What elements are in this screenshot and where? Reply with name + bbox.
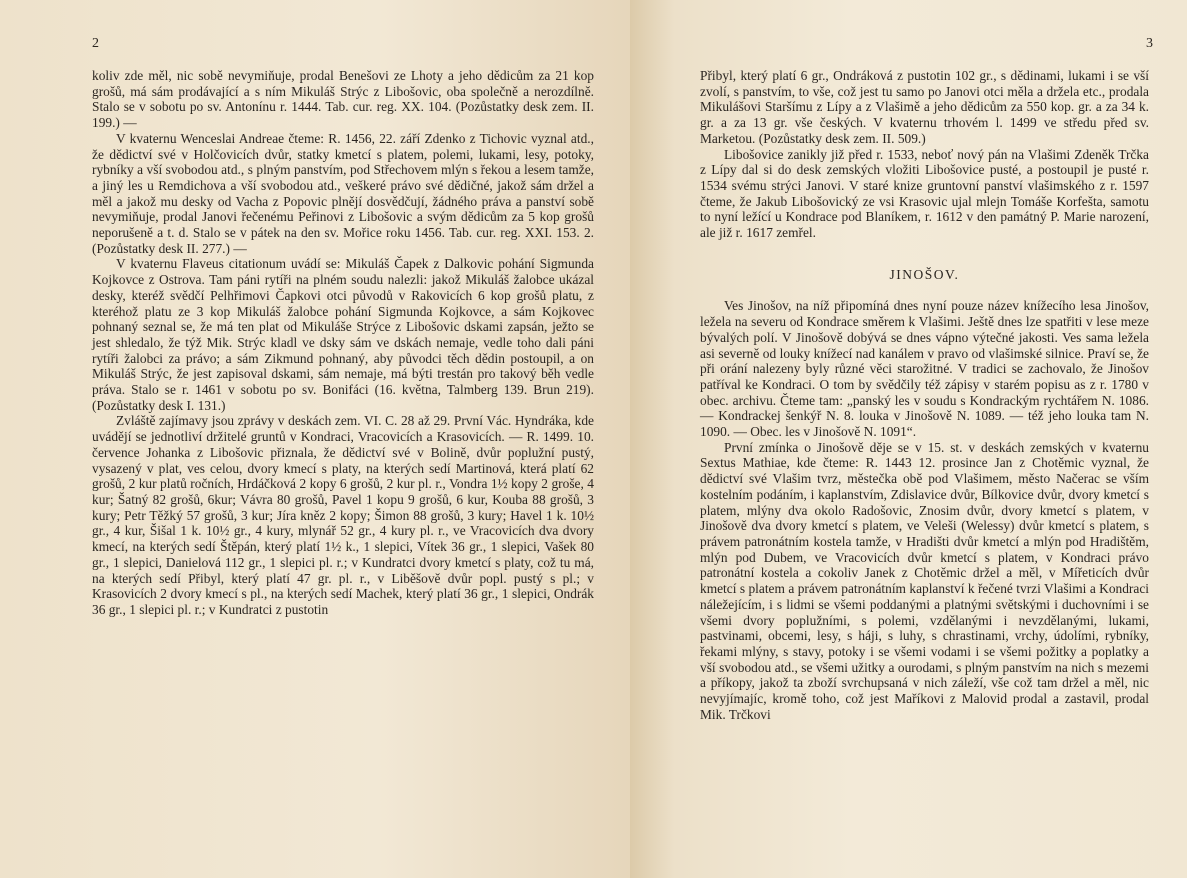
paragraph: koliv zde měl, nic sobě nevymiňuje, prodal Benešovi ze Lhoty a jeho dědicům za 21 kop grošů, má sám prodávající a s ním Mikuláš Strýc z Libošovic, oba společně a nerozdílně. Stalo se v sobotu po sv. Antonínu r. 1444. Tab. cur. reg. XX. 104. (Pozůstatky desk zem. II. 199.) —: [92, 68, 594, 131]
section-heading: JINOŠOV.: [889, 266, 960, 282]
page-number: 2: [92, 36, 99, 51]
paragraph: První zmínka o Jinošově děje se v 15. st. v deskách zemských v kvaternu Sextus Mathiae, kde čteme: R. 1443 12. prosince Jan z Chotěmic vyznal, že dědictví své Vlašim tvrz, městečka obě pod Vlašimem, město Načerac se vším kostelním podáním, i kaplanstvím, Zdislavice dvůr, Bílkovice dvůr, dvory kmetcí s platem, mlýny dva okolo Radošovic, Znosim dvůr, dvory kmetcí s platem, v Jinošově dva dvory kmetcí s platem, ve Veleši (Welessy) dvůr kmetcí s platem, s právem patronátním kostela tamže, v Hradišti dvůr kmetcí a mlýn pod Hradištěm, mlýn pod Dubem, ve Vracovicích dvůr kmetcí s platem, v Kondraci právo patronátní kostela a cokoliv Janek z Chotěmic držel a měl, v Mířeticích dvůr kmetcí s platem a právem patronátním kaplanství k řečené tvrzi Vlašimi a Kondraci náležejícím, i s lidmi se všemi poddanými a platnými světskými i duchovními i se všemi dvory poplužními, s polemi, vzdělanými i nevzdělanými, lukami, pastvinami, obcemi, lesy, s háji, s luhy, s chrastinami, vrchy, údolími, rybníky, řekami mlýny, s stavy, potoky i se všemi vodami i se všemi požitky a poplatky a vší svobodou atd., se všemi užitky a ourodami, s plným panstvím na nich s mezemi a příkopy, jakož ta zboží svrchupsaná v nich záleží, vše což tam držel a měl, nic nevyjímajíc, kromě toho, což jest Maříkovi z Malovid prodal a zastavil, prodal Mik. Trčkovi: [700, 439, 1149, 722]
right-page-text: [700, 68, 1149, 722]
paragraph: Libošovice zanikly již před r. 1533, neboť nový pán na Vlašimi Zdeněk Trčka z Lípy dal si do desk zemských vložiti Libošovice pusté, a postoupil je pusté r. 1534 svému strýci Janovi. V staré knize gruntovní panství vlašimského z r. 1597 čteme, že Jakub Libošovický ze vsi Krasovic ujal mlejn Tomáše Korfešta, samotu to nyní ležící u Kondrace pod Blaníkem, r. 1612 v den památný P. Marie narození, ale již r. 1617 zemřel.: [700, 146, 1149, 241]
paragraph: Přibyl, který platí 6 gr., Ondráková z pustotin 102 gr., s dědinami, lukami i se vší zvolí, s panstvím, to vše, což jest tu samo po Janovi otci měla a držela etc., prodala Mikulášovi Staršímu z Lípy a z Vlašimě a jeho dědicům za 550 kop. gr. a za 34 k. gr. a za 13 gr. vše českých. V kvaternu trhovém l. 1499 ve středu před sv. Marketou. (Pozůstatky desk zem. II. 509.): [700, 68, 1149, 146]
paragraph: V kvaternu Wenceslai Andreae čteme: R. 1456, 22. září Zdenko z Tichovic vyznal atd., že dědictví své v Holčovicích dvůr, statky kmetcí s platem, polemi, lukami, lesy, potoky, rybníky a vší svobodou atd., s plným panstvím, pod Střechovem mlýn s řekou a lesem tamže, a jiný les u Remdichova a vší svobodou atd., veškeré právo své dědičné, jakož sám držel a měl a jakož mu desky od Vacha z Popovic plnějí dosvědčují, žádného práva a panství sobě nevymiňuje, prodal Janovi řečenému Peřinovi z Libošovic a svým dědicům za 5 kop grošů neporušeně a t. d. Stalo se v pátek na den sv. Mořice roku 1456. Tab. cur. reg. XXI. 153. 2. (Pozůstatky desk II. 277.) —: [92, 130, 594, 256]
paragraph: Ves Jinošov, na níž připomíná dnes nyní pouze název knížecího lesa Jinošov, ležela na severu od Kondrace směrem k Vlašimi. Ještě dnes lze spatřiti v lese meze bývalých polí. V Jinošově dobývá se dnes vápno výtečné jakosti. Ves sama ležela asi severně od louky knížecí nad kanálem v pravo od vlašimské silnice. Praví se, že při orání nalezeny byly různé věci starožitné. V tradici se zachovalo, že Jinošov patříval ke Kondraci. O tom by svědčily též zápisy v starém popisu as z r. 1780 v obec. archivu. Čteme tam: „panský les v soudu s Kondrackým rychtářem N. 1086. — Kondrackej šenkýř N. 8. louka v Jinošově N. 1089. — též jeho louka tam N. 1090. — Obec. les v Jinošově N. 1091“.: [700, 298, 1149, 440]
paragraph: V kvaternu Flaveus citationum uvádí se: Mikuláš Čapek z Dalkovic pohání Sigmunda Kojkovce z Ostrova. Tam páni rytíři na plném soudu nalezli: jakož Mikuláš žalobce ukázal desky, kteréž svědčí Pelhřimovi Čapkovi otci původů v Rakovicích 6 kop grošů platu, z kteréhož platu ze 3 kop Mikuláš žalobce pohání Sigmunda Kojkovce, a sám Kojkovec pohnaný seznal se, že má ten plat od Mikuláše Strýce z Libošovic dskami zapsán, ježto se jest shledalo, že týž Mik. Strýc kladl ve dsky sám ve dskách nemaje, vedle toho dali páni rytíři žalobci za právo; a sám Zikmund pohnaný, aby původci těch dědin postoupil, a on Mikuláš Strýc, že jest zapisoval dskami, sám nemaje, má býti trestán pro takový běh vedle práva. Stalo se r. 1461 v sobotu po sv. Bonifáci (16. května, Talmberg 139. Brun 219). (Pozůstatky desk I. 131.): [92, 256, 594, 413]
paragraph: Zvláště zajímavy jsou zprávy v deskách zem. VI. C. 28 až 29. První Vác. Hyndráka, kde uvádějí se jednotliví držitelé gruntů v Kondraci, Vracovicích a Krasovicích. — R. 1499. 10. července Johanka z Libošovic přiznala, že dědictví své v Bolině, dvůr poplužní pustý, vysazený v plat, ves celou, dvory kmecí s platy, na kterých sedí Martinová, která platí 62 grošů, 2 kur platů ročních, Hrdáčková 2 kopy 6 grošů, 2 kur pl. r., Vondra 1½ kopy 2 groše, 4 kur; Šatný 82 grošů, 6kur; Vávra 80 grošů, Pavel 1 kopu 9 grošů, 6 kur, Kouba 88 grošů, 3 kury; Petr Těžký 57 grošů, 3 kur; Jíra kněz 2 kopy; Šimon 88 grošů, 3 kury; Havel 1 k. 10½ gr., 4 kur, Šišal 1 k. 10½ gr., 4 kury, mlynář 52 gr., 4 kury pl. r., ve Vracovicích dva dvory kmecí, na kterých sedí Štěpán, který platí 1½ k., 1 slepici, Vítek 36 gr., 1 slepici, Vašek 80 gr., 1 slepici, Danielová 112 gr., 1 slepici pl. r.; v Kundratci dvory kmetcí s platy, což tu má, na kterých sedí Přibyl, který platí 47 gr. pl. r., v Liběšově dvůr popl. pustý s pl.; v Krasovicích 2 dvory kmecí s pl., na kterých sedí Machek, který platí 36 gr., 1 slepici, Ondrák 36 gr., 1 slepici pl. r.; v Kundratci z pustotin: [92, 413, 594, 617]
page-number: 3: [1146, 36, 1153, 51]
left-page-text: [92, 68, 594, 618]
right-page: [630, 0, 1187, 878]
